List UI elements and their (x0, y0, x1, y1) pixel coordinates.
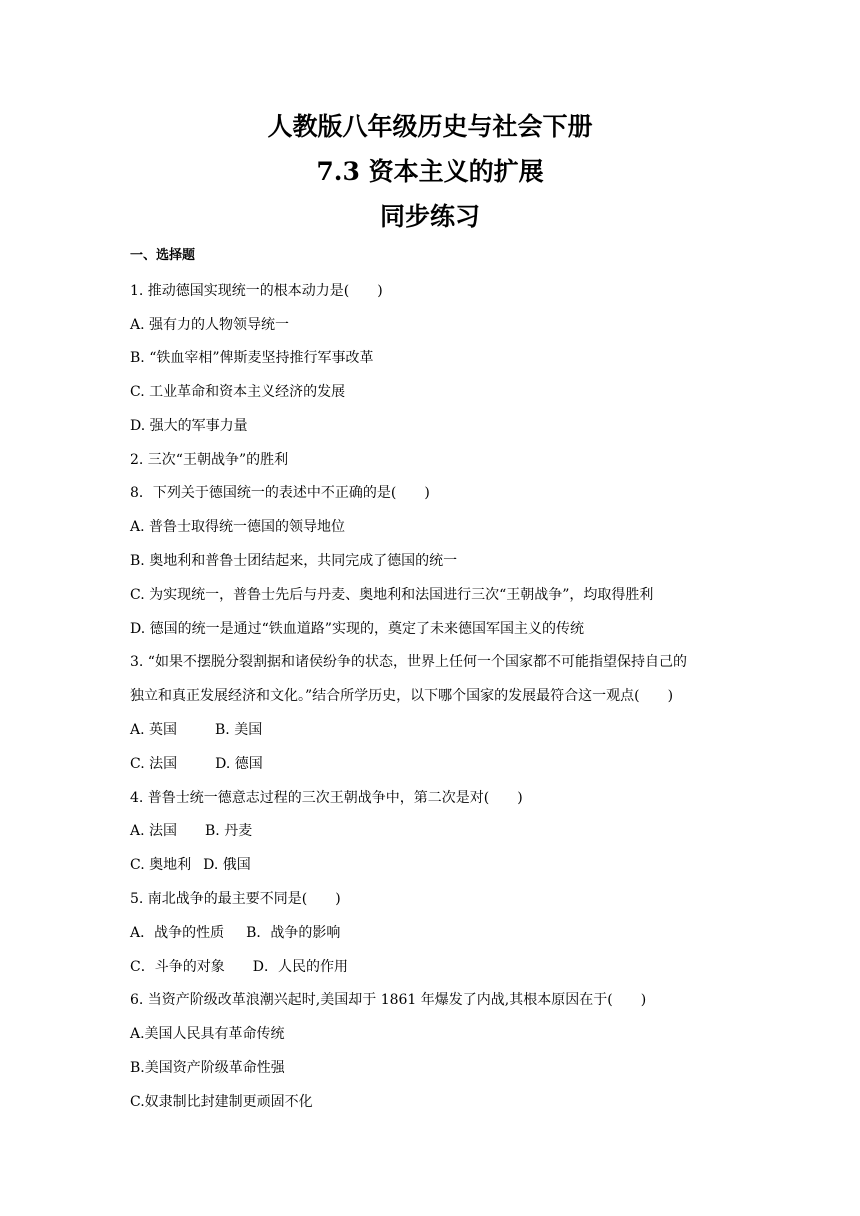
q4-option-d: D. 俄国 (203, 857, 251, 873)
title-line-3: 同步练习 (379, 202, 480, 231)
q1-stem: 1. 推动德国实现统一的根本动力是( ) (130, 283, 383, 299)
q4-stem: 4. 普鲁士统一德意志过程的三次王朝战争中，第二次是对( ) (130, 790, 523, 806)
q5-options-row-2 (130, 957, 348, 977)
q1-option-d: D. 强大的军事力量 (130, 418, 248, 434)
section-heading: 一、选择题 (130, 248, 196, 263)
q3-options-row-2 (130, 754, 263, 774)
q3-option-a: A. 英国 (130, 722, 178, 738)
q3-options-row-1 (130, 720, 262, 740)
q5-stem: 5. 南北战争的最主要不同是( ) (130, 891, 341, 907)
q8-option-b: B. 奥地利和普鲁士团结起来，共同完成了德国的统一 (130, 553, 458, 569)
q3-option-c: C. 法国 (130, 756, 178, 772)
q4-options-row-1 (130, 821, 252, 841)
q4-options-row-2 (130, 855, 251, 875)
q3-option-b: B. 美国 (215, 722, 263, 738)
q5-option-a: A．战争的性质 (130, 925, 225, 941)
q8-option-a: A. 普鲁士取得统一德国的领导地位 (130, 519, 346, 535)
q8-option-d: D. 德国的统一是通过“铁血道路”实现的，奠定了未来德国军国主义的传统 (130, 621, 584, 637)
q3-stem-line-2: 独立和真正发展经济和文化。”结合所学历史，以下哪个国家的发展最符合这一观点( ) (130, 688, 674, 704)
q3-stem-line-1: 3. “如果不摆脱分裂割据和诸侯纷争的状态，世界上任何一个国家都不可能指望保持自己的 (130, 654, 687, 670)
q3-option-d: D. 德国 (215, 756, 263, 772)
q5-options-row-1 (130, 923, 340, 943)
q4-option-b: B. 丹麦 (205, 823, 253, 839)
q5-option-c: C．斗争的对象 (130, 959, 225, 975)
q4-option-a: A. 法国 (130, 823, 178, 839)
q1-option-a: A. 强有力的人物领导统一 (130, 317, 290, 333)
q5-option-b: B．战争的影响 (246, 925, 341, 941)
title-line-2: 7.3 资本主义的扩展 (316, 157, 544, 186)
q6-option-c: C.奴隶制比封建制更顽固不化 (130, 1094, 313, 1110)
q8-stem: 8．下列关于德国统一的表述中不正确的是( ) (130, 485, 430, 501)
q6-stem: 6. 当资产阶级改革浪潮兴起时,美国却于 1861 年爆发了内战,其根本原因在于( ) (130, 992, 647, 1008)
q8-option-c: C. 为实现统一，普鲁士先后与丹麦、奥地利和法国进行三次“王朝战争”，均取得胜利 (130, 587, 654, 603)
q1-option-c: C. 工业革命和资本主义经济的发展 (130, 384, 346, 400)
q6-option-b: B.美国资产阶级革命性强 (130, 1060, 285, 1076)
q6-option-a: A.美国人民具有革命传统 (130, 1026, 285, 1042)
title-line-1: 人教版八年级历史与社会下册 (267, 112, 593, 141)
q2-stray-line: 2. 三次“王朝战争”的胜利 (130, 452, 289, 468)
q1-option-b: B. “铁血宰相”俾斯麦坚持推行军事改革 (130, 350, 374, 366)
q4-option-c: C. 奥地利 (130, 857, 192, 873)
q5-option-d: D．人民的作用 (252, 959, 348, 975)
